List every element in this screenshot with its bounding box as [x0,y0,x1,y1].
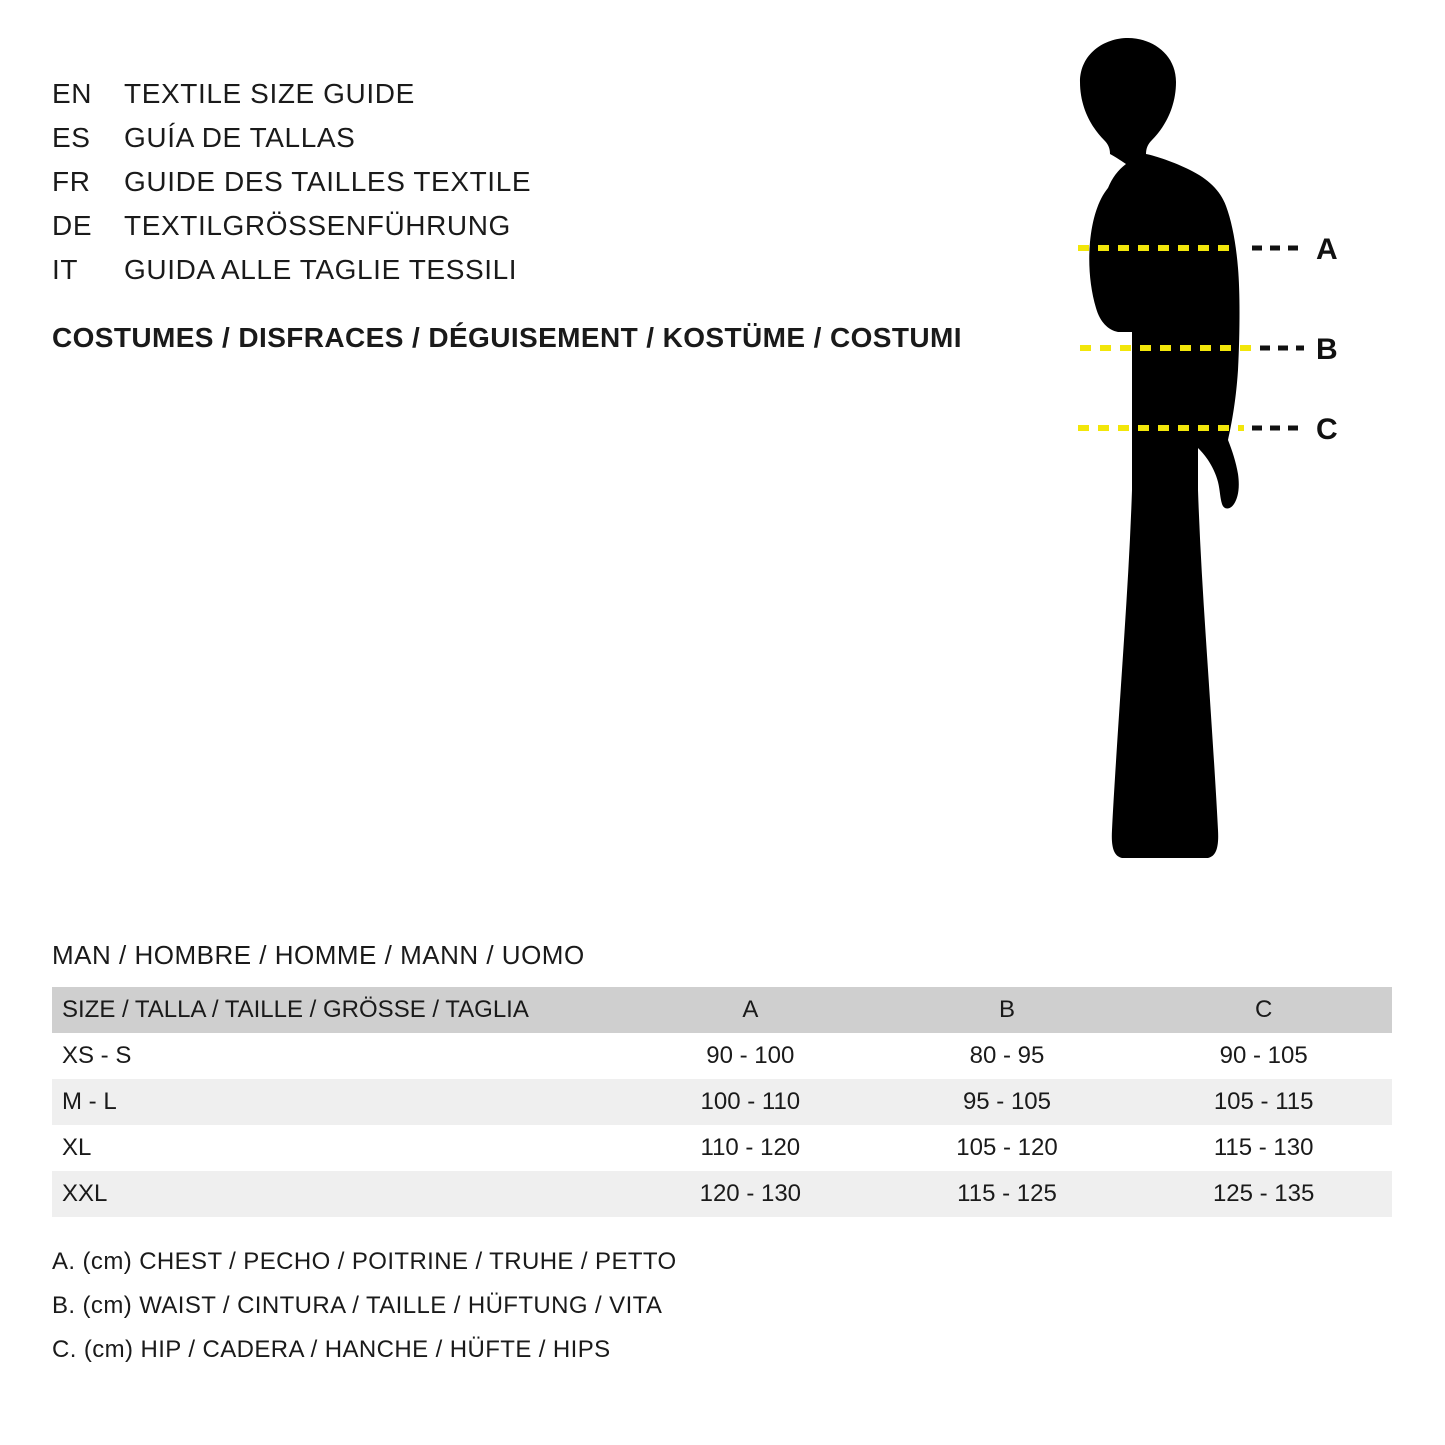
size-table [52,987,1392,1217]
cell-c: 105 - 115 [1213,1088,1314,1115]
language-code-en: EN [52,78,93,109]
language-text-it: GUIDA ALLE TAGLIE TESSILI [124,254,518,285]
figure-label-a: A [1316,233,1338,266]
language-text-es: GUÍA DE TALLAS [124,122,356,153]
costumes-subtitle: COSTUMES / DISFRACES / DÉGUISEMENT / KOSTÜME / COSTUMI [52,322,962,353]
cell-b: 115 - 125 [957,1180,1057,1207]
language-code-de: DE [52,210,93,241]
measurement-legend [52,1240,677,1372]
figure-label-b: B [1316,333,1338,366]
language-text-fr: GUIDE DES TAILLES TEXTILE [124,166,532,197]
legend-line-b: B. (cm) WAIST / CINTURA / TAILLE / HÜFTUNG / VITA [52,1292,663,1319]
table-header-row [52,987,1392,1033]
cell-b: 95 - 105 [962,1088,1052,1115]
table-header-c: C [1254,996,1273,1023]
figure-head [1080,38,1176,154]
language-code-es: ES [52,122,91,153]
legend-line-a: A. (cm) CHEST / PECHO / POITRINE / TRUHE / PETTO [52,1248,677,1275]
language-row-es [52,116,982,160]
language-code-it: IT [52,254,79,285]
language-header-block [52,72,982,354]
figure-label-c: C [1316,413,1338,446]
table-row [52,1033,1392,1079]
figure-body [1098,154,1240,858]
size-table-body [52,1033,1392,1217]
cell-c: 125 - 135 [1212,1180,1315,1207]
table-row [52,1171,1392,1217]
cell-b: 105 - 120 [956,1134,1058,1161]
language-text-de: TEXTILGRÖSSENFÜHRUNG [124,210,511,241]
cell-a: 90 - 100 [706,1042,795,1069]
table-header-b: B [998,996,1015,1023]
cell-a: 100 - 110 [700,1088,801,1115]
body-figure [960,30,1380,910]
cell-c: 115 - 130 [1213,1134,1314,1161]
table-header-a: A [742,996,759,1023]
table-row [52,1125,1392,1171]
cell-size: XS - S [62,1042,132,1069]
language-code-fr: FR [52,166,91,197]
legend-line-c: C. (cm) HIP / CADERA / HANCHE / HÜFTE / HIPS [52,1336,611,1363]
language-row-en [52,72,982,116]
cell-c: 90 - 105 [1219,1042,1308,1069]
cell-size: M - L [62,1088,117,1115]
cell-size: XL [62,1134,92,1161]
table-header-size: SIZE / TALLA / TAILLE / GRÖSSE / TAGLIA [62,996,529,1023]
cell-a: 110 - 120 [700,1134,801,1161]
size-table-area [52,940,1392,1217]
size-table-head [52,987,1392,1033]
table-caption: MAN / HOMBRE / HOMME / MANN / UOMO [52,940,585,970]
language-row-de [52,204,982,248]
language-text-en: TEXTILE SIZE GUIDE [124,78,415,109]
cell-b: 80 - 95 [969,1042,1045,1069]
table-row [52,1079,1392,1125]
language-row-fr [52,160,982,204]
cell-a: 120 - 130 [699,1180,802,1207]
language-row-it [52,248,982,292]
cell-size: XXL [62,1180,108,1207]
